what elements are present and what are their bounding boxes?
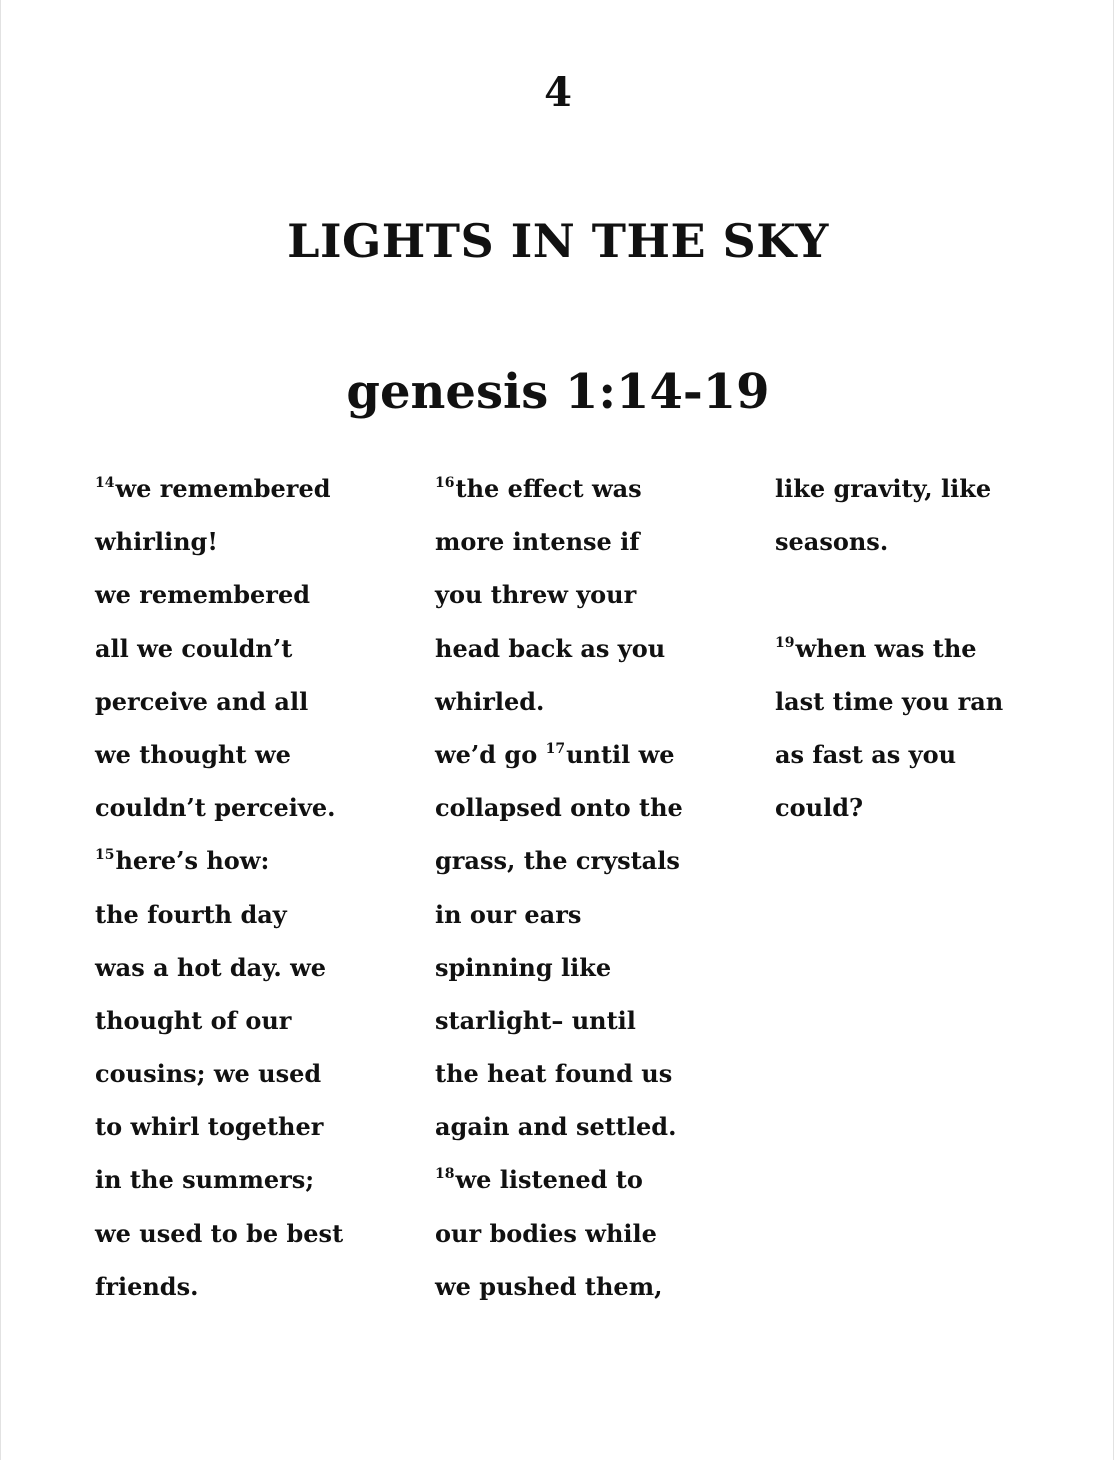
poem-line (775, 568, 1095, 621)
poem-line (775, 462, 1095, 515)
verse-number: 16 (435, 475, 455, 491)
line-text: here’s how: (115, 846, 270, 876)
chapter-subtitle: genesis 1:14-19 (346, 364, 770, 420)
poem-line (95, 888, 415, 941)
poem-line (435, 834, 755, 887)
line-text: thought of our (95, 1005, 292, 1035)
verse-number: 15 (95, 847, 115, 864)
line-text: the heat found us (435, 1059, 673, 1089)
poem-line (435, 1207, 755, 1260)
line-text: you threw your (435, 580, 637, 610)
poem-line (95, 1153, 415, 1206)
text-column-2 (435, 462, 755, 1313)
poem-line (435, 515, 755, 568)
line-text: couldn’t perceive. (95, 793, 336, 823)
line-text: spinning like (435, 952, 612, 982)
line-text: starlight– until (435, 1005, 636, 1035)
poem-line (95, 728, 415, 781)
line-text: the fourth day (95, 899, 287, 929)
poem-line (775, 622, 1095, 675)
line-text: could? (775, 793, 864, 823)
line-text: until we (566, 739, 675, 769)
line-text: all we couldn’t (95, 633, 293, 663)
poem-line (435, 568, 755, 621)
verse-number: 19 (775, 634, 795, 651)
line-text: we listened to (455, 1165, 643, 1195)
poem-line (95, 675, 415, 728)
line-text: seasons. (775, 527, 889, 557)
poem-line (435, 1153, 755, 1206)
poem-line (435, 728, 755, 781)
poem-line (775, 781, 1095, 834)
poem-line (95, 1047, 415, 1100)
poem-line (95, 941, 415, 994)
line-text: head back as you (435, 633, 666, 663)
poem-line (435, 941, 755, 994)
chapter-number: 4 (544, 69, 572, 116)
line-text: we pushed them, (435, 1271, 663, 1301)
line-text: we thought we (95, 739, 291, 769)
line-text: we remembered (95, 580, 311, 610)
line-text: the effect was (455, 474, 642, 503)
line-text: last time you ran (775, 686, 1004, 716)
line-text: again and settled. (435, 1112, 677, 1142)
poem-line (435, 622, 755, 675)
poem-line (435, 781, 755, 834)
poem-line (95, 462, 415, 515)
poem-line (435, 1260, 755, 1313)
line-text: we remembered (115, 474, 331, 503)
poem-line (435, 462, 755, 515)
poem-line (95, 1100, 415, 1153)
line-text: was a hot day. we (95, 952, 327, 982)
poem-line (95, 568, 415, 621)
line-text: like gravity, like (775, 474, 992, 503)
poem-line (95, 781, 415, 834)
text-column-1 (95, 462, 415, 1313)
poem-line (95, 1207, 415, 1260)
chapter-title: LIGHTS IN THE SKY (287, 214, 829, 268)
line-text: our bodies while (435, 1218, 657, 1248)
poem-line (775, 515, 1095, 568)
poem-line (435, 1100, 755, 1153)
poem-line (435, 675, 755, 728)
line-text: perceive and all (95, 686, 309, 716)
line-text: friends. (95, 1271, 199, 1301)
poem-line (435, 888, 755, 941)
poem-line (95, 994, 415, 1047)
line-text: collapsed onto the (435, 793, 683, 823)
poem-line (435, 994, 755, 1047)
line-text: we used to be best (95, 1218, 344, 1248)
poem-line (775, 728, 1095, 781)
poem-line (95, 515, 415, 568)
line-text: cousins; we used (95, 1059, 322, 1089)
verse-number: 18 (435, 1166, 455, 1183)
poem-line (95, 834, 415, 887)
verse-number: 17 (545, 740, 566, 757)
poem-line (435, 1047, 755, 1100)
line-text: as fast as you (775, 739, 957, 769)
poem-line (775, 675, 1095, 728)
line-text: we’d go (435, 739, 546, 769)
text-column-3 (775, 462, 1095, 834)
line-text: more intense if (435, 527, 640, 557)
poem-line (95, 1260, 415, 1313)
line-text: whirled. (435, 686, 545, 716)
line-text: in our ears (435, 899, 582, 929)
line-text: to whirl together (95, 1112, 324, 1142)
line-text: in the summers; (95, 1165, 315, 1195)
line-text: when was the (795, 633, 977, 663)
verse-number: 14 (95, 475, 115, 491)
line-text: grass, the crystals (435, 846, 680, 876)
poem-line (95, 622, 415, 675)
line-text: whirling! (95, 527, 218, 557)
